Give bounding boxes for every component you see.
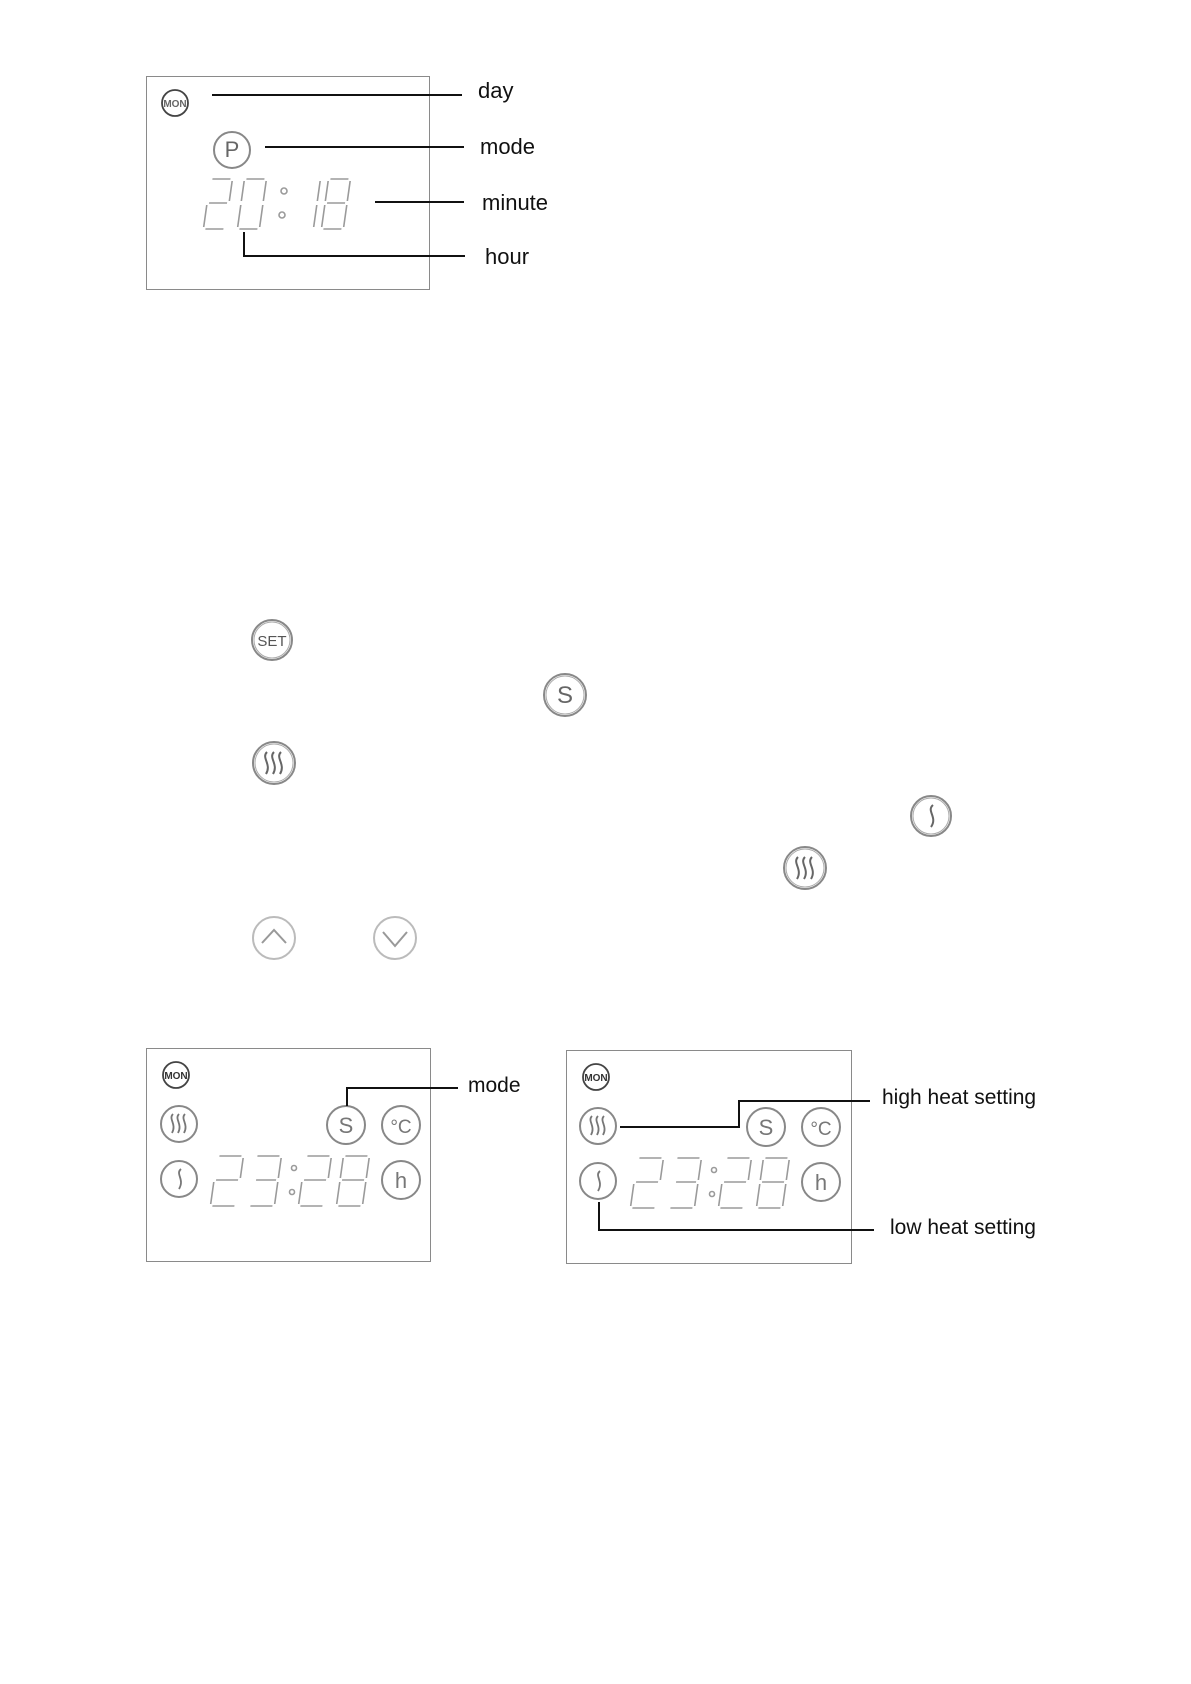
label-mode-bottom: mode xyxy=(468,1074,521,1097)
digit-1 xyxy=(314,181,320,227)
celsius-icon xyxy=(800,1106,842,1148)
label-hour: hour xyxy=(485,244,530,269)
leader-high-h2 xyxy=(738,1100,870,1102)
label-day: day xyxy=(478,78,514,103)
mode-s-icon xyxy=(325,1104,367,1146)
down-arrow-button-icon[interactable] xyxy=(372,915,418,961)
svg-text:P: P xyxy=(224,137,240,162)
digit-8 xyxy=(336,1156,369,1206)
digit-2 xyxy=(203,179,232,229)
label-low-heat: low heat setting xyxy=(890,1216,1036,1239)
svg-text:°C: °C xyxy=(390,1117,412,1138)
svg-text:MON: MON xyxy=(584,1073,608,1084)
label-minute: minute xyxy=(482,190,549,215)
mode-s-icon xyxy=(745,1106,787,1148)
leader-hour-v xyxy=(243,232,245,256)
high-heat-button-icon[interactable] xyxy=(251,740,297,786)
svg-text:S: S xyxy=(338,1113,354,1138)
day-mon-icon xyxy=(581,1062,611,1092)
up-arrow-button-icon[interactable] xyxy=(251,915,297,961)
clock-digits-left xyxy=(212,1152,377,1212)
svg-text:°C: °C xyxy=(810,1119,832,1140)
low-heat-icon xyxy=(578,1161,618,1201)
leader-day xyxy=(212,94,462,96)
leader-minute xyxy=(375,201,464,203)
mode-s-button-icon[interactable] xyxy=(542,672,588,718)
leader-high-h1 xyxy=(620,1126,740,1128)
svg-text:S: S xyxy=(556,682,574,709)
digit-0 xyxy=(237,179,266,229)
hour-h-icon xyxy=(800,1161,842,1203)
svg-text:h: h xyxy=(394,1168,408,1193)
svg-text:MON: MON xyxy=(163,99,187,110)
mode-p-icon xyxy=(212,130,252,170)
label-mode: mode xyxy=(480,134,536,159)
set-button-icon[interactable] xyxy=(250,618,294,662)
hour-h-icon xyxy=(380,1159,422,1201)
low-heat-button-icon[interactable] xyxy=(909,794,953,838)
svg-text:S: S xyxy=(758,1115,774,1140)
clock-digits-top xyxy=(205,175,375,235)
leader-mode-h xyxy=(346,1087,458,1089)
day-mon-icon xyxy=(160,88,190,118)
leader-hour-h xyxy=(243,255,465,257)
svg-text:h: h xyxy=(814,1170,828,1195)
leader-low-h xyxy=(598,1229,874,1231)
digit-2 xyxy=(210,1156,243,1206)
day-mon-icon xyxy=(161,1060,191,1090)
high-heat-icon xyxy=(578,1106,618,1146)
leader-mode-v xyxy=(346,1088,348,1106)
svg-text:MON: MON xyxy=(164,1071,188,1082)
digit-3 xyxy=(250,1156,281,1206)
low-heat-icon xyxy=(159,1159,199,1199)
digit-8 xyxy=(321,179,350,229)
clock-digits-right xyxy=(632,1154,797,1214)
digit-2b xyxy=(298,1156,331,1206)
leader-mode xyxy=(265,146,464,148)
high-heat-button-icon-2[interactable] xyxy=(782,845,828,891)
svg-text:SET: SET xyxy=(257,633,287,650)
celsius-icon xyxy=(380,1104,422,1146)
leader-low-v xyxy=(598,1202,600,1230)
label-high-heat: high heat setting xyxy=(882,1086,1037,1109)
leader-high-v xyxy=(738,1101,740,1128)
high-heat-icon xyxy=(159,1104,199,1144)
